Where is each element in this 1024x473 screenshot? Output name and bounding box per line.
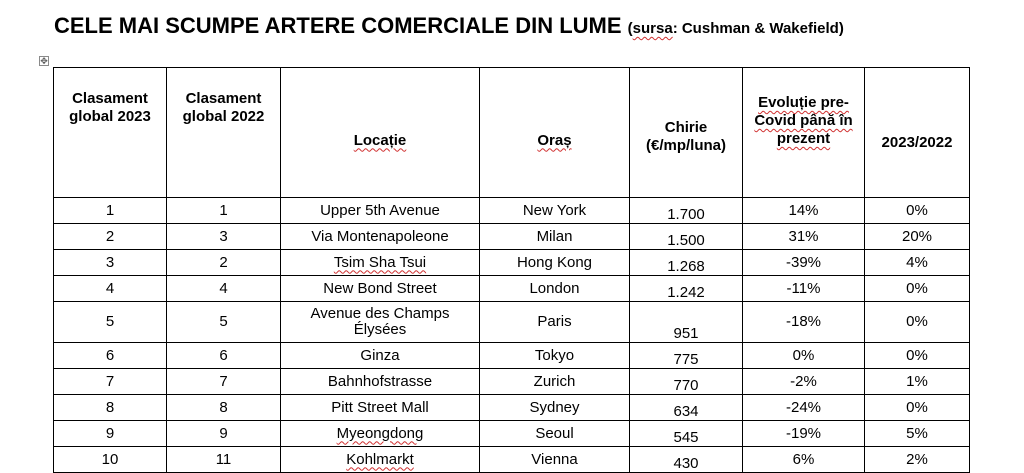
- header-location: Locație: [281, 68, 480, 198]
- cell-rank-2023: 1: [54, 198, 167, 224]
- cell-evolution: -19%: [743, 421, 865, 447]
- header-evolution: Evoluție pre-Covid până în prezent: [743, 68, 865, 198]
- cell-rank-2022: 6: [167, 343, 281, 369]
- document-title: [54, 13, 844, 39]
- cell-rent: 770: [630, 369, 743, 395]
- cell-rank-2023: 8: [54, 395, 167, 421]
- cell-location: Kohlmarkt: [281, 447, 480, 473]
- cell-city: Milan: [480, 224, 630, 250]
- cell-rent: 1.268: [630, 250, 743, 276]
- table-row: [54, 369, 970, 395]
- cell-change: 1%: [865, 369, 970, 395]
- cell-rank-2022: 2: [167, 250, 281, 276]
- source-word: sursa: [632, 20, 673, 37]
- cell-evolution: -2%: [743, 369, 865, 395]
- cell-rank-2023: 6: [54, 343, 167, 369]
- cell-location: New Bond Street: [281, 276, 480, 302]
- cell-rank-2022: 7: [167, 369, 281, 395]
- cell-rank-2023: 2: [54, 224, 167, 250]
- table-move-handle-icon[interactable]: ✥: [40, 56, 48, 66]
- cell-rank-2022: 9: [167, 421, 281, 447]
- title-main: CELE MAI SCUMPE ARTERE COMERCIALE DIN LUME: [54, 13, 622, 38]
- cell-location: Bahnhofstrasse: [281, 369, 480, 395]
- cell-rent: 634: [630, 395, 743, 421]
- table-row: [54, 343, 970, 369]
- cell-rank-2022: 5: [167, 302, 281, 343]
- cell-rank-2023: 3: [54, 250, 167, 276]
- cell-rank-2023: 4: [54, 276, 167, 302]
- cell-change: 4%: [865, 250, 970, 276]
- table-row: [54, 276, 970, 302]
- table-row: [54, 302, 970, 343]
- cell-change: 0%: [865, 302, 970, 343]
- cell-rent: 1.242: [630, 276, 743, 302]
- cell-city: New York: [480, 198, 630, 224]
- cell-change: 5%: [865, 421, 970, 447]
- cell-city: Paris: [480, 302, 630, 343]
- cell-evolution: -11%: [743, 276, 865, 302]
- table-row: [54, 198, 970, 224]
- cell-rank-2022: 3: [167, 224, 281, 250]
- cell-rank-2023: 7: [54, 369, 167, 395]
- cell-evolution: 14%: [743, 198, 865, 224]
- cell-change: 2%: [865, 447, 970, 473]
- cell-city: London: [480, 276, 630, 302]
- cell-rank-2022: 11: [167, 447, 281, 473]
- table-row: [54, 447, 970, 473]
- cell-location: Pitt Street Mall: [281, 395, 480, 421]
- cell-rank-2023: 9: [54, 421, 167, 447]
- table-header-row: [54, 68, 970, 198]
- table-body: [54, 198, 970, 473]
- cell-city: Hong Kong: [480, 250, 630, 276]
- cell-evolution: -39%: [743, 250, 865, 276]
- cell-change: 0%: [865, 276, 970, 302]
- cell-evolution: -24%: [743, 395, 865, 421]
- cell-rent: 545: [630, 421, 743, 447]
- cell-evolution: 0%: [743, 343, 865, 369]
- cell-city: Vienna: [480, 447, 630, 473]
- cell-change: 0%: [865, 198, 970, 224]
- cell-evolution: -18%: [743, 302, 865, 343]
- cell-rank-2022: 4: [167, 276, 281, 302]
- cell-location: Myeongdong: [281, 421, 480, 447]
- table-row: [54, 250, 970, 276]
- cell-evolution: 6%: [743, 447, 865, 473]
- header-rank-2022: Clasament global 2022: [167, 68, 281, 198]
- cell-change: 0%: [865, 395, 970, 421]
- cell-city: Tokyo: [480, 343, 630, 369]
- cell-location: Ginza: [281, 343, 480, 369]
- cell-location: Via Montenapoleone: [281, 224, 480, 250]
- cell-rent: 775: [630, 343, 743, 369]
- cell-rank-2023: 5: [54, 302, 167, 343]
- title-source: (sursa: Cushman & Wakefield): [627, 20, 844, 37]
- cell-rent: 951: [630, 302, 743, 343]
- table-row: [54, 395, 970, 421]
- cell-evolution: 31%: [743, 224, 865, 250]
- cell-location: Avenue des Champs Élysées: [281, 302, 480, 343]
- header-rent: Chirie (€/mp/luna): [630, 68, 743, 198]
- rankings-table: [53, 67, 970, 473]
- cell-rank-2022: 8: [167, 395, 281, 421]
- cell-rank-2023: 10: [54, 447, 167, 473]
- header-change: 2023/2022: [865, 68, 970, 198]
- cell-city: Zurich: [480, 369, 630, 395]
- cell-rent: 1.700: [630, 198, 743, 224]
- cell-location: Upper 5th Avenue: [281, 198, 480, 224]
- header-city: Oraș: [480, 68, 630, 198]
- table-row: [54, 421, 970, 447]
- table-row: [54, 224, 970, 250]
- header-rank-2023: Clasament global 2023: [54, 68, 167, 198]
- cell-rent: 1.500: [630, 224, 743, 250]
- cell-change: 0%: [865, 343, 970, 369]
- cell-city: Sydney: [480, 395, 630, 421]
- cell-location: Tsim Sha Tsui: [281, 250, 480, 276]
- cell-city: Seoul: [480, 421, 630, 447]
- cell-rent: 430: [630, 447, 743, 473]
- cell-change: 20%: [865, 224, 970, 250]
- cell-rank-2022: 1: [167, 198, 281, 224]
